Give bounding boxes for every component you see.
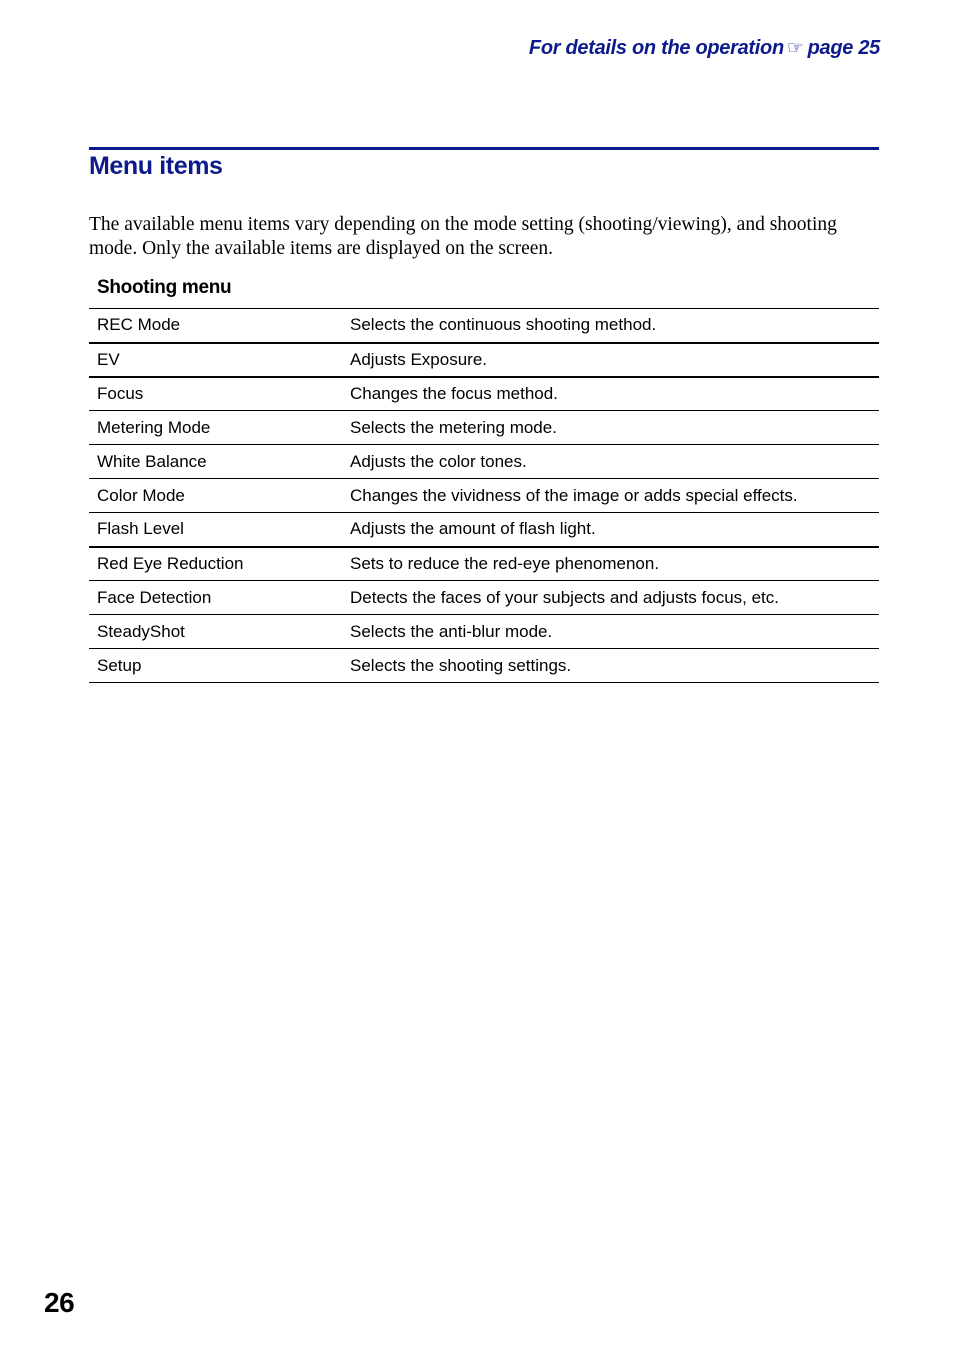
menu-item-name: Setup xyxy=(97,655,142,675)
table-row xyxy=(89,445,879,479)
menu-item-name: SteadyShot xyxy=(97,621,185,641)
menu-item-name: Face Detection xyxy=(97,587,212,607)
shooting-menu-heading: Shooting menu xyxy=(97,277,232,298)
intro-paragraph: The available menu items vary depending on the mode setting (shooting/viewing), and shooting mode. Only the available items are displayed on the screen. xyxy=(89,214,837,259)
table-row xyxy=(89,581,879,615)
page-number: 26 xyxy=(44,1287,75,1318)
menu-item-description: Adjusts the color tones. xyxy=(350,451,527,471)
menu-item-description: Selects the metering mode. xyxy=(350,417,557,437)
section-divider xyxy=(89,147,879,150)
menu-item-description: Changes the vividness of the image or adds special effects. xyxy=(350,485,798,505)
table-row xyxy=(89,479,879,513)
menu-item-description: Sets to reduce the red-eye phenomenon. xyxy=(350,553,660,573)
menu-item-description: Adjusts Exposure. xyxy=(350,349,488,369)
menu-item-description: Changes the focus method. xyxy=(350,383,558,403)
menu-item-name: Red Eye Reduction xyxy=(97,553,244,573)
menu-item-name: Flash Level xyxy=(97,519,184,539)
menu-item-name: Metering Mode xyxy=(97,417,211,437)
operation-details-link[interactable] xyxy=(529,37,880,60)
table-row xyxy=(89,411,879,445)
table-row xyxy=(89,547,879,581)
menu-item-name: REC Mode xyxy=(97,315,181,335)
table-row xyxy=(89,649,879,683)
menu-item-description: Selects the shooting settings. xyxy=(350,655,572,675)
menu-item-name: White Balance xyxy=(97,451,207,471)
menu-item-description: Selects the continuous shooting method. xyxy=(350,315,657,335)
menu-item-description: Detects the faces of your subjects and adjusts focus, etc. xyxy=(350,587,780,607)
table-row xyxy=(89,309,879,343)
shooting-menu-table xyxy=(89,308,879,683)
menu-item-name: EV xyxy=(97,349,120,369)
operation-details-label: For details on the operation xyxy=(528,37,784,59)
menu-item-description: Selects the anti-blur mode. xyxy=(350,621,553,641)
menu-item-description: Adjusts the amount of flash light. xyxy=(350,519,596,539)
pointing-hand-icon: ☞ xyxy=(786,38,804,59)
table-row xyxy=(89,377,879,411)
menu-item-name: Color Mode xyxy=(97,485,185,505)
page-reference: page 25 xyxy=(807,37,880,59)
table-row xyxy=(89,615,879,649)
section-title: Menu items xyxy=(89,152,223,180)
table-row xyxy=(89,343,879,377)
table-row xyxy=(89,513,879,547)
menu-item-name: Focus xyxy=(97,383,144,403)
